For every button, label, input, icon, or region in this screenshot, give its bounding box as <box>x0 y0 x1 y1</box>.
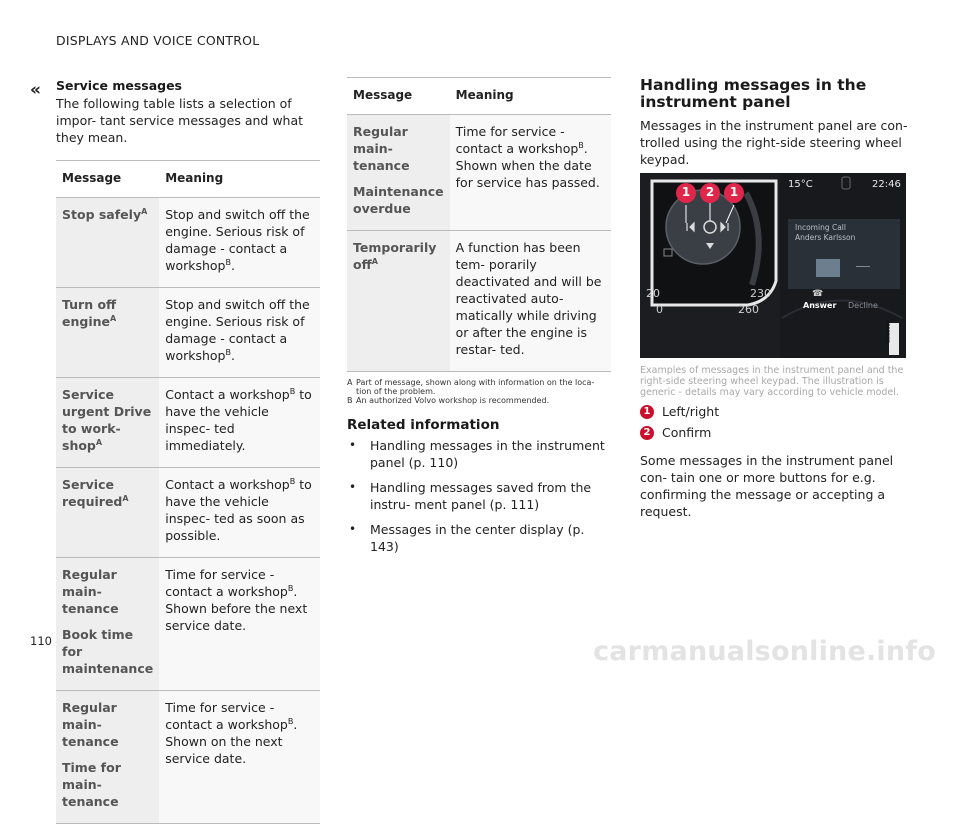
table-row <box>56 198 320 288</box>
header-message: Message <box>56 161 159 198</box>
meaning-cell <box>159 468 320 558</box>
table-row <box>347 231 611 372</box>
table-row <box>56 378 320 468</box>
page-number: 110 <box>30 634 52 648</box>
message-cell <box>56 378 159 468</box>
meaning-text: Contact a workshop <box>165 477 290 492</box>
body-paragraph: Some messages in the instrument panel con- tain one or more buttons for e.g. confirming the message or accepting a request. <box>640 453 894 519</box>
gauge-label-20: 20 <box>646 287 660 300</box>
footnote-ref: A <box>371 256 378 266</box>
callout-label: Left/right <box>662 404 720 419</box>
message-cell <box>56 288 159 378</box>
callout-label: Confirm <box>662 425 712 440</box>
illustration-svg <box>640 173 906 358</box>
temperature-readout: 15°C <box>788 179 813 190</box>
footnote-ref: A <box>141 206 148 216</box>
message-text: Regular main- tenance <box>62 700 119 749</box>
related-list <box>347 437 611 555</box>
meaning-tail: . Shown before the next service date. <box>165 584 308 633</box>
meaning-tail: to have the vehicle inspec- ted as soon as possible. <box>165 477 312 543</box>
footnote <box>347 396 611 405</box>
message-subtext: Maintenance overdue <box>353 184 444 216</box>
meaning-text: Time for service - contact a workshop <box>165 567 288 599</box>
message-text: Turn off engine <box>62 297 117 329</box>
footnote-ref: A <box>95 437 103 447</box>
footnote-key: B <box>347 396 353 405</box>
footnote <box>347 378 611 396</box>
meaning-text: Time for service - contact a workshop <box>165 700 288 732</box>
table-row <box>347 115 611 231</box>
message-cell <box>56 198 159 288</box>
column-2 <box>347 77 611 563</box>
meaning-cell <box>159 198 320 288</box>
section-title: Handling messages in the instrument panel <box>640 76 867 111</box>
message-subtext: Time for main- tenance <box>62 760 121 809</box>
table-row <box>56 558 320 691</box>
meaning-text: Time for service - contact a workshop <box>455 124 579 156</box>
table-row <box>56 288 320 378</box>
gauge-label-260: 260 <box>738 303 759 316</box>
figure-code: G060987 <box>886 320 892 343</box>
footnote-ref: B <box>289 476 296 486</box>
service-messages-table-continued <box>347 77 611 372</box>
table-row <box>56 691 320 824</box>
meaning-tail: . Shown on the next service date. <box>165 717 298 766</box>
clock-readout: 22:46 <box>872 179 901 190</box>
message-cell <box>56 691 159 824</box>
message-cell <box>347 115 450 231</box>
meaning-tail: . Shown when the date for service has passed. <box>455 141 600 190</box>
column-1 <box>56 78 320 824</box>
meaning-tail: . <box>231 348 235 363</box>
related-link[interactable]: • Handling messages saved from the instru- ment panel (p. 111) <box>347 479 611 513</box>
footnote-ref: B <box>578 140 584 150</box>
incoming-call-label: Incoming Call <box>795 223 846 232</box>
meaning-cell <box>450 115 611 231</box>
callout-number-badge: 2 <box>640 426 654 440</box>
footnote-ref: A <box>110 313 117 323</box>
footnote-ref: B <box>287 716 294 726</box>
meaning-text: A function has been tem- porarily deactivated and will be reactivated auto- matically while driving or after the engine is restar- ted. <box>455 240 602 357</box>
related-title: Related information <box>347 417 500 433</box>
column-3 <box>640 77 910 520</box>
meaning-cell <box>450 231 611 372</box>
message-cell <box>56 468 159 558</box>
meaning-text: Stop and switch off the engine. Serious risk of damage - contact a workshop <box>165 207 310 273</box>
meaning-cell <box>159 288 320 378</box>
decline-button: Decline <box>848 301 878 310</box>
message-text: Stop safely <box>62 207 142 222</box>
header-message: Message <box>347 78 450 115</box>
message-text: Service required <box>62 477 123 509</box>
footnote-ref: B <box>225 257 231 267</box>
header-meaning: Meaning <box>159 161 320 198</box>
meaning-tail: to have the vehicle inspec- ted immediately. <box>165 387 312 453</box>
watermark: carmanualsonline.info <box>593 636 936 667</box>
footnote-ref: B <box>287 583 294 593</box>
meaning-tail: . <box>231 258 235 273</box>
callout-badge-right: 1 <box>729 185 739 199</box>
callout-item <box>640 404 910 419</box>
message-text: Regular main- tenance <box>353 124 410 173</box>
callout-item <box>640 425 910 440</box>
service-messages-table <box>56 160 320 824</box>
message-text: Regular main- tenance <box>62 567 119 616</box>
message-text: Service urgent Drive to work- shop <box>62 387 152 453</box>
footnotes <box>347 378 611 405</box>
phone-icon: ☎ <box>812 289 824 299</box>
callout-badge-confirm: 2 <box>705 185 715 199</box>
message-cell <box>347 231 450 372</box>
message-subtext: Book time for maintenance <box>62 627 154 676</box>
message-cell <box>56 558 159 691</box>
figure-caption: Examples of messages in the instrument panel and the right-side steering wheel keypad. The illustration is generic - details may vary according to vehicle model. <box>640 365 904 398</box>
meaning-text: Stop and switch off the engine. Serious risk of damage - contact a workshop <box>165 297 310 363</box>
footnote-text: An authorized Volvo workshop is recommended. <box>356 396 550 405</box>
gauge-label-230: 230 <box>750 287 771 300</box>
related-link[interactable]: • Handling messages in the instrument panel (p. 110) <box>347 437 611 471</box>
related-link[interactable]: • Messages in the center display (p. 143) <box>347 521 611 555</box>
footnote-key: A <box>347 378 353 387</box>
meaning-text: Contact a workshop <box>165 387 290 402</box>
meaning-cell <box>159 378 320 468</box>
section-intro: Messages in the instrument panel are con- trolled using the right-side steering wheel keypad. <box>640 118 908 167</box>
answer-button: Answer <box>803 301 837 310</box>
instrument-panel-illustration <box>640 173 906 358</box>
footnote-ref: B <box>289 386 296 396</box>
footnote-ref: B <box>225 347 231 357</box>
page-header: DISPLAYS AND VOICE CONTROL <box>56 33 260 48</box>
header-meaning: Meaning <box>450 78 611 115</box>
meaning-cell <box>159 558 320 691</box>
callout-badge-left: 1 <box>681 185 691 199</box>
section-title: Service messages <box>56 78 183 93</box>
footnote-text: Part of message, shown along with information on the loca- tion of the problem. <box>356 378 595 396</box>
gauge-label-0: 0 <box>656 303 663 316</box>
meaning-cell <box>159 691 320 824</box>
callout-number-badge: 1 <box>640 405 654 419</box>
table-row <box>56 468 320 558</box>
section-intro: The following table lists a selection of impor- tant service messages and what they mean. <box>56 96 304 145</box>
back-chevron-icon[interactable]: ‹‹ <box>30 80 39 100</box>
footnote-ref: A <box>122 493 129 503</box>
message-text: Temporarily off <box>353 240 437 272</box>
caller-name: Anders Karlsson <box>795 233 856 242</box>
